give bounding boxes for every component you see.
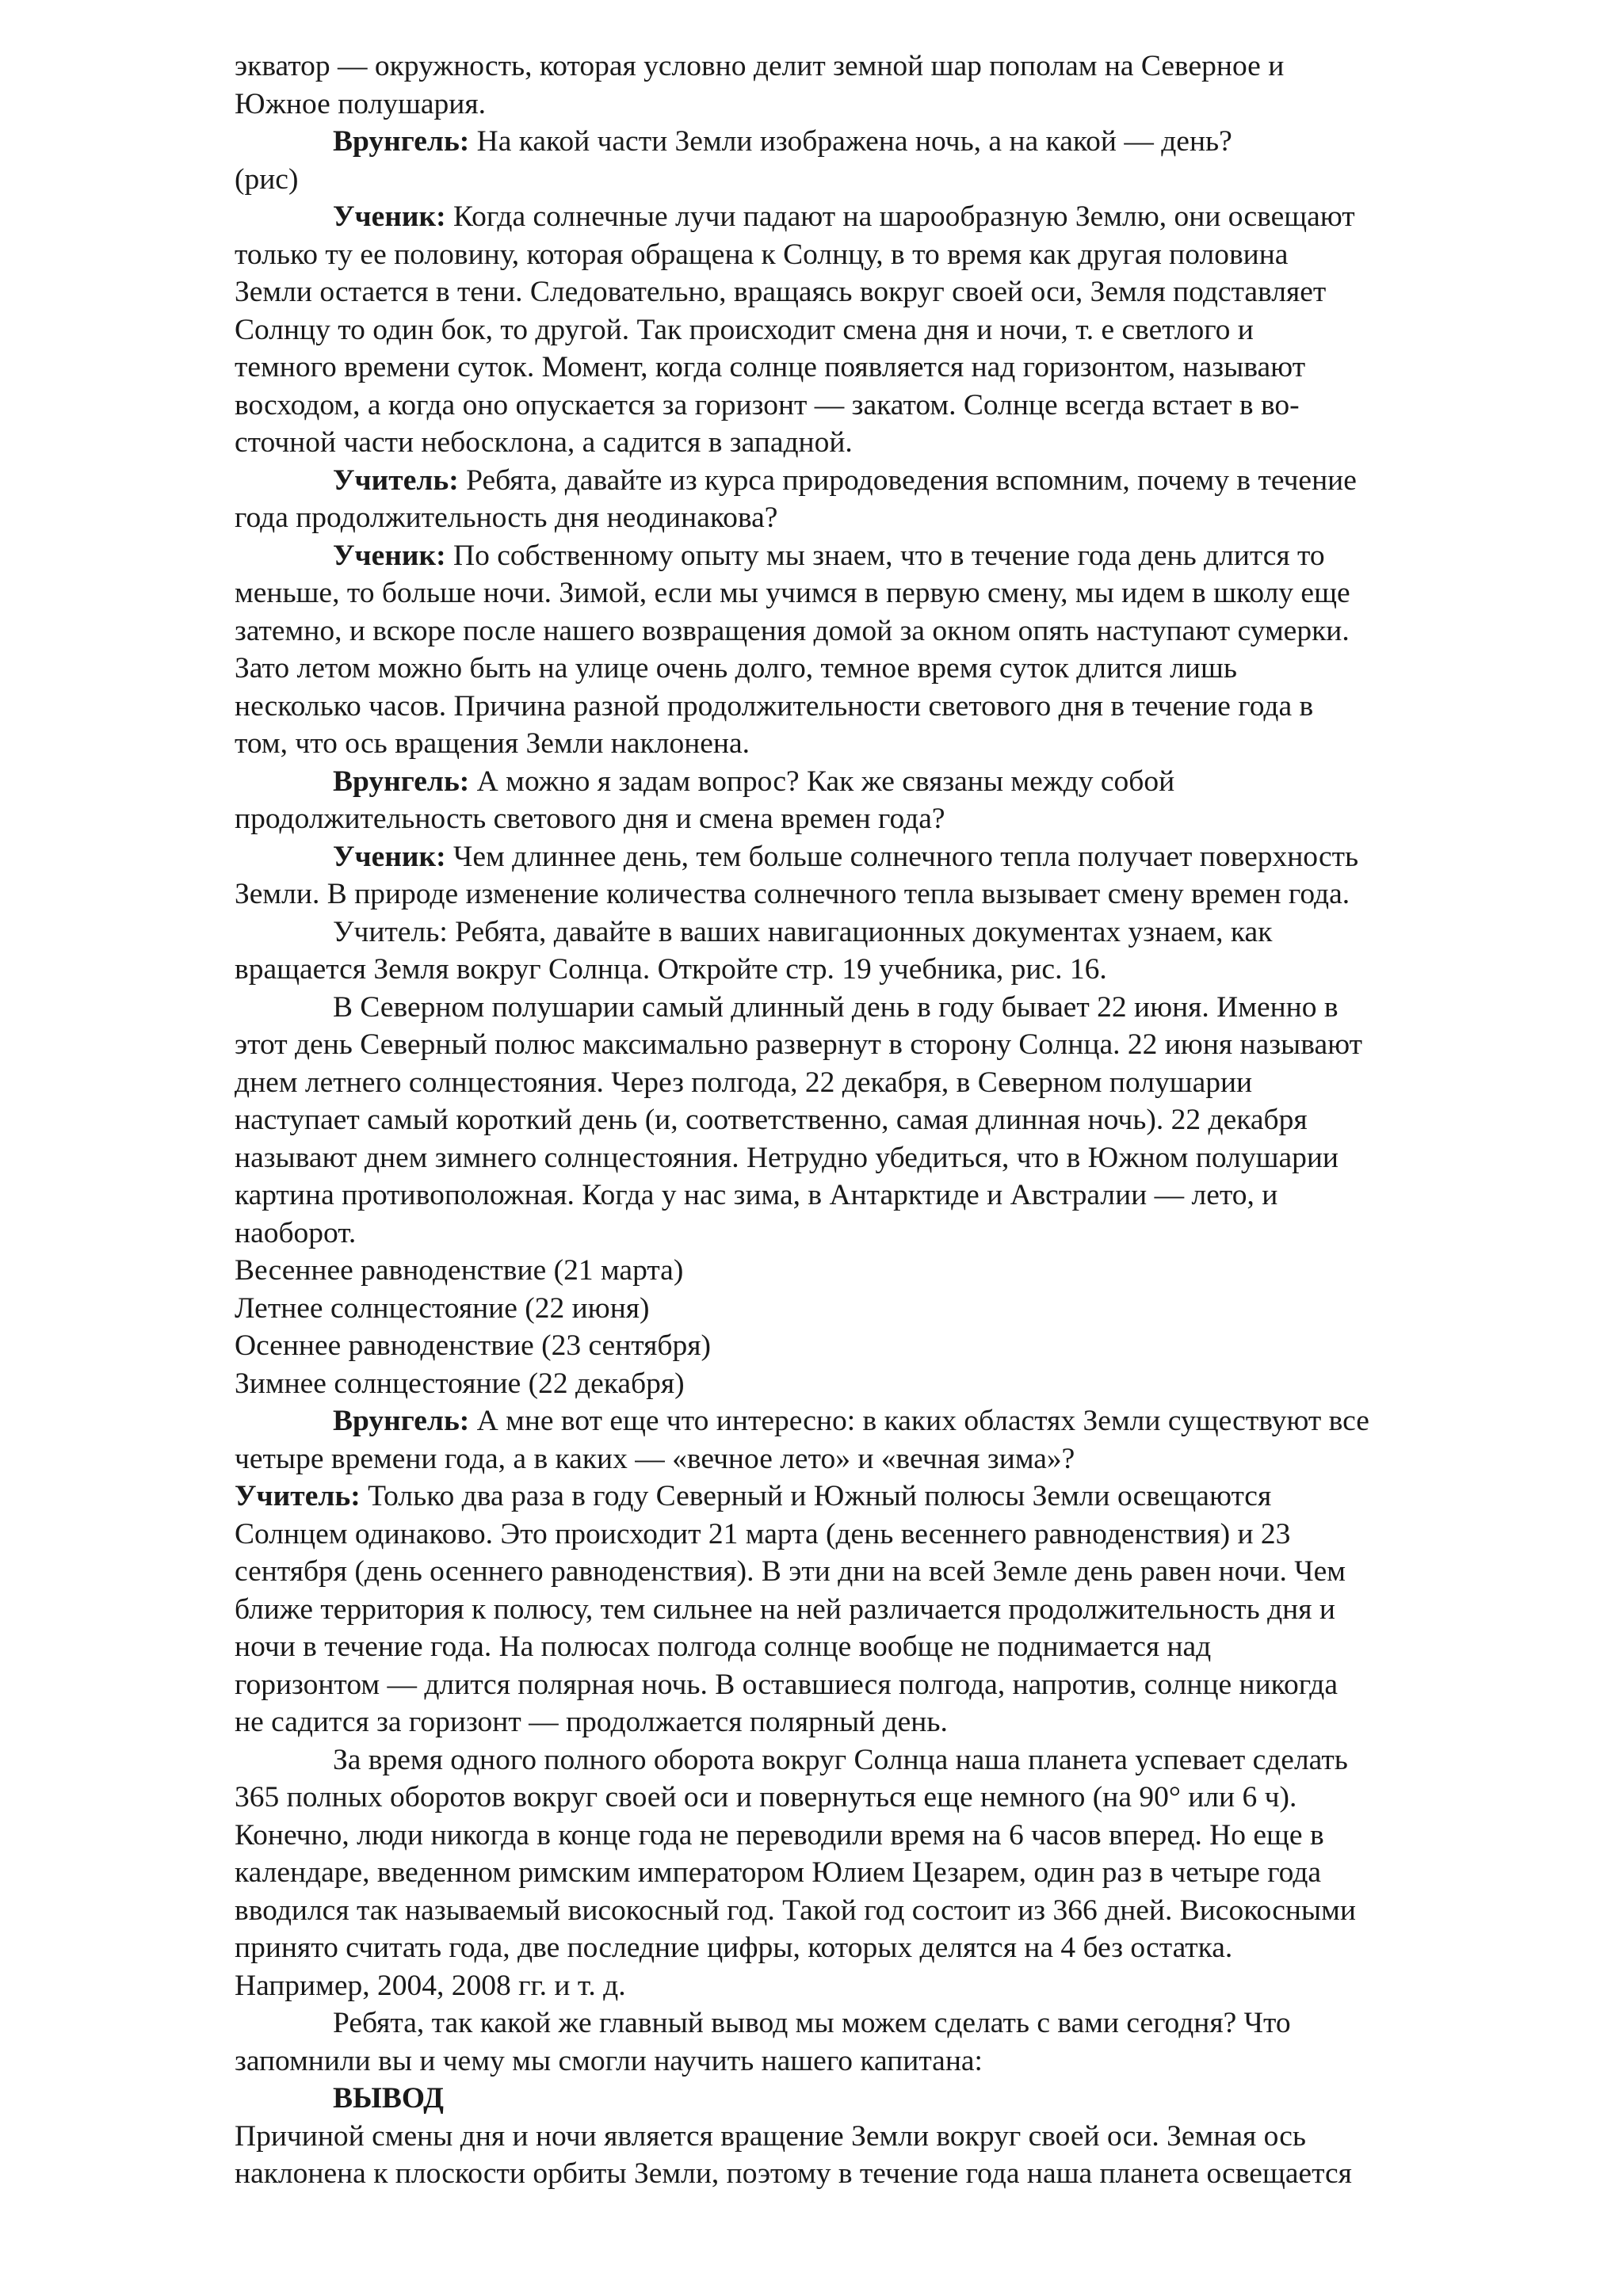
speaker-text: Когда солнечные лучи падают на шарообразную Землю, они освещают <box>445 200 1355 233</box>
paragraph <box>235 838 1504 913</box>
paragraph <box>235 462 1504 537</box>
text-line: В Северном полушарии самый длинный день в году бывает 22 июня. Именно в <box>333 990 1338 1024</box>
text-line: не садится за горизонт — продолжается полярный день. <box>235 1706 948 1738</box>
text-line: этот день Северный полюс максимально развернут в сторону Солнца. 22 июня называют <box>235 1028 1363 1061</box>
speaker-label: Учитель: <box>333 463 459 497</box>
paragraph <box>235 198 1504 462</box>
text-line: затемно, и вскоре после нашего возвращения домой за окном опять наступают сумерки. <box>235 614 1350 647</box>
speaker-label: Врунгель: <box>333 125 470 158</box>
paragraph <box>235 537 1504 763</box>
text-line: Весеннее равноденствие (21 марта) <box>235 1254 684 1287</box>
paragraph <box>235 2004 1504 2080</box>
text-line: запомнили вы и чему мы смогли научить нашего капитана: <box>235 2044 983 2077</box>
speaker-text: А мне вот еще что интересно: в каких областях Земли существуют все <box>469 1405 1369 1437</box>
speaker-text: Ребята, давайте из курса природоведения вспомним, почему в течение <box>458 463 1357 497</box>
speaker-text: Чем длиннее день, тем больше солнечного тепла получает поверхность <box>445 840 1359 873</box>
text-line: (рис) <box>235 162 299 196</box>
text-line: сточной части небосклона, а садится в западной. <box>235 426 853 459</box>
document-body <box>235 48 1504 2080</box>
text-line: несколько часов. Причина разной продолжительности светового дня в течение года в <box>235 689 1314 723</box>
text-line <box>235 198 1504 236</box>
paragraph <box>235 1402 1504 1478</box>
text-line: темного времени суток. Момент, когда солнце появляется над горизонтом, называют <box>235 351 1306 383</box>
text-line: продолжительность светового дня и смена времен года? <box>235 803 945 835</box>
text-line <box>235 462 1504 500</box>
speaker-label: Учитель: <box>235 1480 361 1512</box>
text-line: наоборот. <box>235 1216 357 1249</box>
speaker-label: Ученик: <box>333 539 446 572</box>
text-line: вращается Земля вокруг Солнца. Откройте стр. 19 учебника, рис. 16. <box>235 953 1107 986</box>
paragraph <box>235 1478 1504 1741</box>
speaker-text: На какой части Земли изображена ночь, а на какой — день? <box>469 125 1232 158</box>
text-line: Учитель: Ребята, давайте в ваших навигационных документах узнаем, как <box>333 915 1273 948</box>
text-line: наступает самый короткий день (и, соответственно, самая длинная ночь). 22 декабря <box>235 1104 1308 1136</box>
text-line: Конечно, люди никогда в конце года не переводили время на 6 часов вперед. Но еще в <box>235 1818 1324 1852</box>
text-line: года продолжительность дня неодинакова? <box>235 502 778 534</box>
speaker-text: Только два раза в году Северный и Южный полюсы Земли освещаются <box>360 1480 1272 1512</box>
text-line: Летнее солнцестояние (22 июня) <box>235 1291 650 1325</box>
text-line: картина противоположная. Когда у нас зима, в Антарктиде и Австралии — лето, и <box>235 1179 1278 1211</box>
text-line: Солнцем одинаково. Это происходит 21 марта (день весеннего равноденствия) и 23 <box>235 1517 1291 1550</box>
text-line: сентября (день осеннего равноденствия). В эти дни на всей Земле день равен ночи. Чем <box>235 1555 1346 1588</box>
text-line <box>235 1478 1504 1516</box>
text-line: Зимнее солнцестояние (22 декабря) <box>235 1367 685 1400</box>
paragraph <box>235 123 1504 198</box>
text-line <box>235 1402 1504 1440</box>
text-line: 365 полных оборотов вокруг своей оси и повернуться еще немного (на 90° или 6 ч). <box>235 1781 1297 1814</box>
text-line: Например, 2004, 2008 гг. и т. д. <box>235 1969 626 2002</box>
text-line <box>235 123 1504 161</box>
section-heading: ВЫВОД <box>333 2082 444 2115</box>
text-line: том, что ось вращения Земли наклонена. <box>235 727 750 760</box>
paragraph <box>235 763 1504 838</box>
text-line: Ребята, так какой же главный вывод мы можем сделать с вами сегодня? Что <box>333 2007 1291 2039</box>
paragraph <box>235 1252 1504 1402</box>
text-line: Земли. В природе изменение количества солнечного тепла вызывает смену времен года. <box>235 878 1350 910</box>
paragraph <box>235 1741 1504 2005</box>
text-line: Осеннее равноденствие (23 сентября) <box>235 1329 711 1362</box>
text-line: восходом, а когда оно опускается за горизонт — закатом. Солнце всегда встает в во- <box>235 388 1300 421</box>
text-line: наклонена к плоскости орбиты Земли, поэтому в течение года наша планета освещается <box>235 2157 1352 2190</box>
text-line <box>235 537 1504 575</box>
conclusion-paragraph <box>235 2118 1504 2193</box>
text-line: Зато летом можно быть на улице очень долго, темное время суток длится лишь <box>235 652 1237 685</box>
text-line: меньше, то больше ночи. Зимой, если мы учимся в первую смену, мы идем в школу еще <box>235 577 1350 609</box>
speaker-text: По собственному опыту мы знаем, что в течение года день длится то <box>445 539 1325 572</box>
text-line: вводился так называемый високосный год. Такой год состоит из 366 дней. Високосными <box>235 1894 1356 1927</box>
text-line <box>235 838 1504 876</box>
speaker-label: Врунгель: <box>333 1405 470 1437</box>
paragraph <box>235 48 1504 123</box>
text-line: Земли остается в тени. Следовательно, вращаясь вокруг своей оси, Земля подставляет <box>235 276 1327 308</box>
text-line: Южное полушария. <box>235 87 486 120</box>
text-line: четыре времени года, а в каких — «вечное лето» и «вечная зима»? <box>235 1442 1075 1475</box>
text-line: принято считать года, две последние цифры, которых делятся на 4 без остатка. <box>235 1932 1233 1964</box>
speaker-label: Ученик: <box>333 200 446 233</box>
text-line: горизонтом — длится полярная ночь. В оставшиеся полгода, напротив, солнце никогда <box>235 1668 1338 1701</box>
text-line <box>235 763 1504 801</box>
text-line: называют днем зимнего солнцестояния. Нетрудно убедиться, что в Южном полушарии <box>235 1141 1338 1174</box>
text-line: днем летнего солнцестояния. Через полгода, 22 декабря, в Северном полушарии <box>235 1066 1253 1099</box>
text-line: календаре, введенном римским императором Юлием Цезарем, один раз в четыре года <box>235 1856 1322 1889</box>
paragraph <box>235 913 1504 989</box>
text-line: экватор — окружность, которая условно делит земной шар пополам на Северное и <box>235 50 1285 82</box>
text-line: ближе территория к полюсу, тем сильнее на ней различается продолжительность дня и <box>235 1592 1335 1626</box>
speaker-label: Врунгель: <box>333 765 470 798</box>
text-line: За время одного полного оборота вокруг Солнца наша планета успевает сделать <box>333 1743 1348 1776</box>
document-page <box>235 0 1504 2193</box>
text-line: ночи в течение года. На полюсах полгода солнце вообще не поднимается над <box>235 1630 1212 1663</box>
speaker-text: А можно я задам вопрос? Как же связаны между собой <box>469 765 1175 798</box>
text-line: Солнцу то один бок, то другой. Так происходит смена дня и ночи, т. е светлого и <box>235 313 1254 346</box>
text-line: Причиной смены дня и ночи является вращение Земли вокруг своей оси. Земная ось <box>235 2119 1307 2153</box>
text-line: только ту ее половину, которая обращена к Солнцу, в то время как другая половина <box>235 238 1289 271</box>
paragraph <box>235 989 1504 1253</box>
speaker-label: Ученик: <box>333 840 446 873</box>
